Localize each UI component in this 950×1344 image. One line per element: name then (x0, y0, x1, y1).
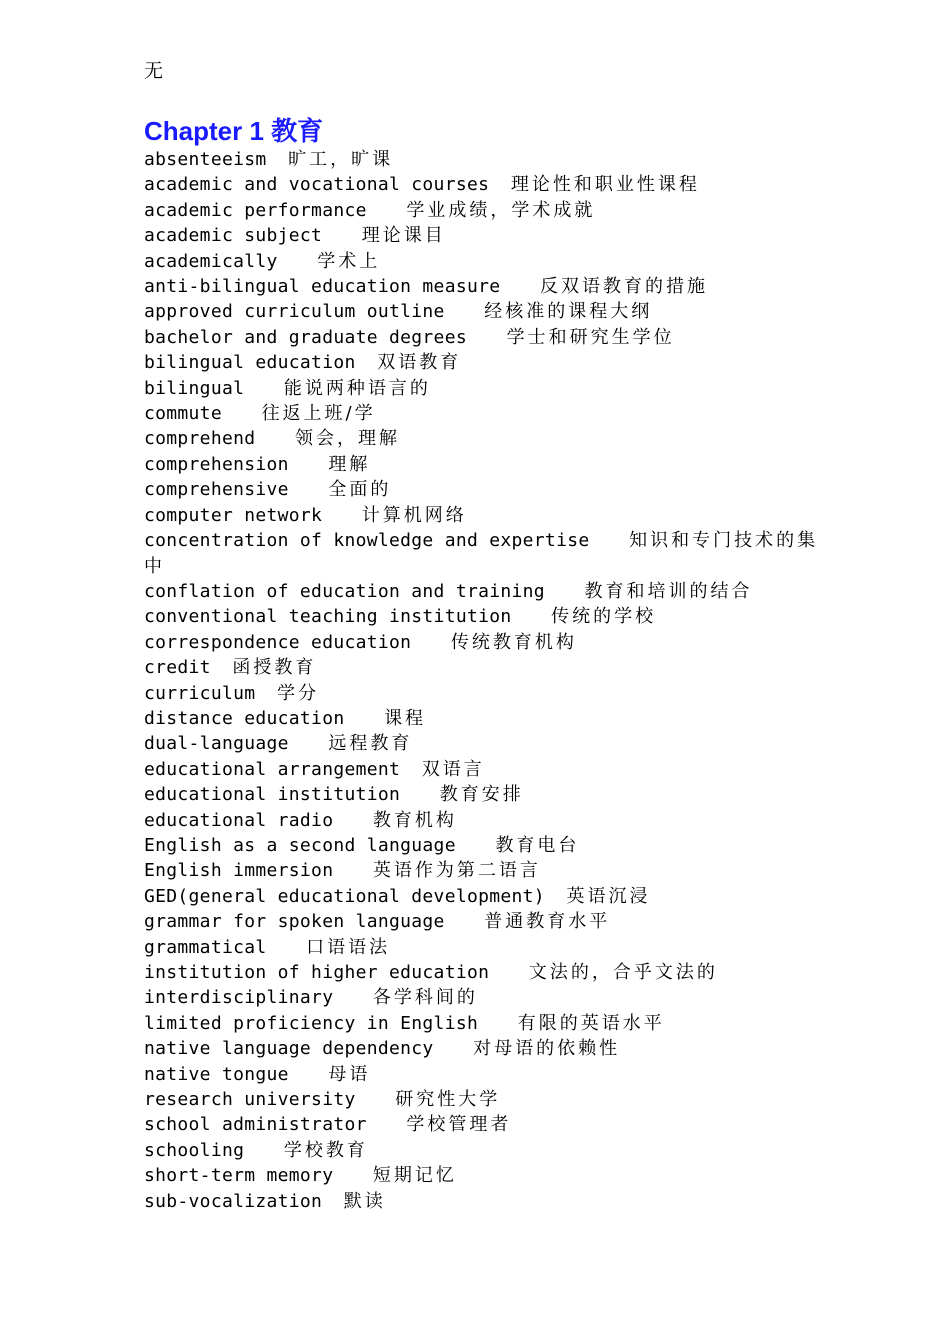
entry-term: English immersion (144, 860, 334, 882)
glossary-entry (144, 808, 824, 833)
entry-term: curriculum (144, 682, 256, 704)
glossary-entry (144, 1112, 824, 1137)
glossary-entry (144, 579, 824, 604)
entry-meaning: 教育电台 (495, 834, 580, 856)
entry-term: bilingual education (144, 352, 356, 374)
entry-meaning: 学校教育 (283, 1139, 368, 1161)
entry-meaning: 教育机构 (372, 809, 457, 831)
entry-meaning: 学术上 (317, 250, 381, 272)
entry-term: bilingual (144, 377, 245, 399)
entry-meaning: 研究性大学 (395, 1089, 501, 1111)
entry-term: academic and vocational courses (144, 174, 490, 196)
glossary-entry (144, 782, 824, 807)
entry-meaning: 能说两种语言的 (283, 377, 431, 399)
entry-meaning: 课程 (384, 707, 427, 729)
glossary-entry (144, 223, 824, 248)
entry-meaning: 学业成绩，学术成就 (406, 199, 596, 221)
entry-term: computer network (144, 504, 323, 526)
glossary-entry (144, 376, 824, 401)
glossary-entry (144, 452, 824, 477)
glossary-list (144, 147, 824, 1214)
glossary-entry (144, 274, 824, 299)
glossary-entry (144, 350, 824, 375)
entry-term: sub-vocalization (144, 1190, 323, 1212)
entry-term: concentration of knowledge and expertise (144, 530, 590, 552)
entry-term: academic subject (144, 225, 323, 247)
glossary-entry (144, 1062, 824, 1087)
glossary-entry (144, 604, 824, 629)
entry-term: dual-language (144, 733, 289, 755)
glossary-entry (144, 1163, 824, 1188)
entry-term: academic performance (144, 199, 367, 221)
entry-term: native language dependency (144, 1038, 434, 1060)
glossary-entry (144, 655, 824, 680)
entry-term: correspondence education (144, 631, 412, 653)
entry-meaning: 短期记忆 (372, 1165, 457, 1187)
glossary-entry (144, 401, 824, 426)
glossary-entry (144, 249, 824, 274)
glossary-entry (144, 299, 824, 324)
glossary-entry (144, 681, 824, 706)
entry-meaning: 旷工，旷课 (288, 149, 394, 170)
entry-term: credit (144, 657, 211, 679)
entry-meaning: 理解 (328, 453, 371, 475)
glossary-entry (144, 172, 824, 197)
chapter-title: Chapter 1 教育 (144, 116, 324, 146)
glossary-entry (144, 909, 824, 934)
entry-meaning: 理论课目 (361, 225, 446, 247)
glossary-entry (144, 1087, 824, 1112)
glossary-entry (144, 1036, 824, 1061)
entry-meaning: 学校管理者 (406, 1114, 512, 1136)
glossary-entry (144, 884, 824, 909)
entry-meaning: 全面的 (328, 479, 392, 501)
entry-meaning: 往返上班/学 (261, 403, 376, 425)
entry-term: grammar for spoken language (144, 911, 445, 933)
entry-term: educational institution (144, 784, 401, 806)
entry-meaning: 反双语教育的措施 (539, 276, 708, 298)
glossary-entry (144, 833, 824, 858)
glossary-entry (144, 1138, 824, 1163)
entry-meaning: 函授教育 (232, 657, 317, 679)
glossary-entry (144, 325, 824, 350)
entry-term: distance education (144, 707, 345, 729)
document-page (144, 58, 824, 1214)
glossary-entry (144, 731, 824, 756)
entry-meaning: 文法的，合乎文法的 (528, 962, 718, 983)
entry-term: GED(general educational development) (144, 885, 545, 907)
entry-meaning: 英语作为第二语言 (372, 860, 541, 882)
entry-meaning: 学分 (276, 682, 319, 704)
entry-meaning: 有限的英语水平 (517, 1012, 665, 1034)
entry-term: conventional teaching institution (144, 606, 512, 628)
entry-meaning: 母语 (328, 1063, 371, 1085)
entry-term: native tongue (144, 1063, 289, 1085)
entry-term: grammatical (144, 936, 267, 958)
entry-term: short-term memory (144, 1165, 334, 1187)
entry-term: interdisciplinary (144, 987, 334, 1009)
entry-meaning: 普通教育水平 (484, 911, 611, 933)
glossary-entry (144, 706, 824, 731)
entry-meaning: 知识和专门技术的集中 (144, 530, 819, 577)
entry-term: conflation of education and training (144, 580, 545, 602)
entry-meaning: 学士和研究生学位 (506, 326, 675, 348)
entry-term: school administrator (144, 1114, 367, 1136)
entry-term: English as a second language (144, 834, 456, 856)
entry-meaning: 教育和培训的结合 (584, 580, 753, 602)
entry-meaning: 经核准的课程大纲 (484, 301, 653, 323)
entry-term: limited proficiency in English (144, 1012, 479, 1034)
entry-meaning: 默读 (343, 1190, 386, 1212)
entry-term: absenteeism (144, 149, 267, 170)
entry-term: comprehend (144, 428, 256, 450)
entry-meaning: 传统的学校 (551, 606, 657, 628)
header-mark: 无 (144, 60, 164, 82)
glossary-entry (144, 960, 824, 985)
glossary-entry (144, 630, 824, 655)
glossary-entry (144, 858, 824, 883)
glossary-entry (144, 426, 824, 451)
glossary-entry (144, 985, 824, 1010)
entry-term: approved curriculum outline (144, 301, 445, 323)
entry-term: bachelor and graduate degrees (144, 326, 467, 348)
entry-term: institution of higher education (144, 962, 490, 983)
glossary-entry (144, 198, 824, 223)
entry-term: educational arrangement (144, 758, 401, 780)
entry-term: schooling (144, 1139, 245, 1161)
entry-term: research university (144, 1089, 356, 1111)
entry-meaning: 口语语法 (306, 936, 391, 958)
entry-meaning: 计算机网络 (361, 504, 467, 526)
entry-meaning: 双语言 (421, 758, 485, 780)
entry-term: comprehensive (144, 479, 289, 501)
entry-meaning: 理论性和职业性课程 (510, 174, 700, 196)
glossary-entry (144, 1011, 824, 1036)
glossary-entry (144, 1189, 824, 1214)
entry-meaning: 各学科间的 (372, 987, 478, 1009)
glossary-entry (144, 528, 824, 579)
entry-meaning: 双语教育 (377, 352, 462, 374)
entry-term: comprehension (144, 453, 289, 475)
entry-meaning: 英语沉浸 (566, 885, 651, 907)
entry-meaning: 领会，理解 (294, 428, 400, 450)
entry-term: educational radio (144, 809, 334, 831)
glossary-entry (144, 757, 824, 782)
entry-term: commute (144, 403, 222, 425)
entry-term: academically (144, 250, 278, 272)
glossary-entry (144, 147, 824, 172)
entry-term: anti-bilingual education measure (144, 276, 501, 298)
glossary-entry (144, 477, 824, 502)
glossary-entry (144, 503, 824, 528)
entry-meaning: 教育安排 (439, 784, 524, 806)
entry-meaning: 对母语的依赖性 (473, 1038, 621, 1060)
entry-meaning: 远程教育 (328, 733, 413, 755)
entry-meaning: 传统教育机构 (450, 631, 577, 653)
glossary-entry (144, 935, 824, 960)
